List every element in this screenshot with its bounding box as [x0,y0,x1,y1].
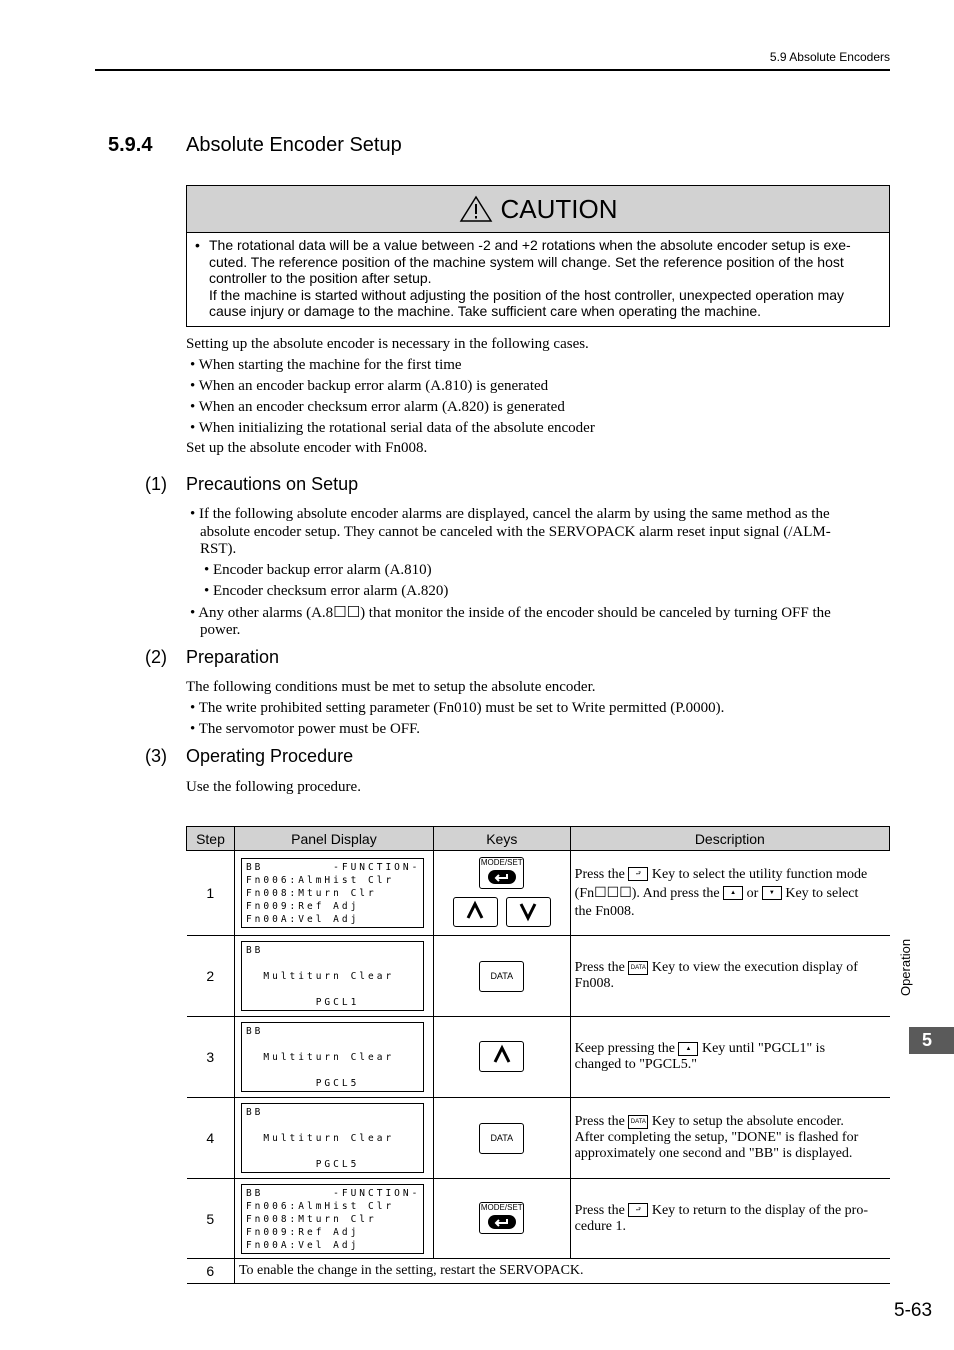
caution-text [187,233,889,320]
up-arrow-icon: ▲ [678,1042,698,1056]
list-item: • The write prohibited setting parameter (Fn010) must be set to Write permitted (P.0000). [190,700,725,716]
list-item-cont: RST). [200,541,237,557]
intro-closing: Set up the absolute encoder with Fn008. [186,440,428,456]
table-row [187,1098,890,1179]
step-number: 4 [187,1098,235,1179]
caution-title: CAUTION [500,193,618,224]
caution-line: cause injury or damage to the machine. Take sufficient care when operating the machine. [209,303,762,319]
subheading-preparation: (2) Preparation [145,647,280,667]
description: Press the ⮐ Key to select the utility function mode (Fn☐☐☐). And press the ▲ or ▼ Key to select the Fn008. [570,851,889,936]
step-number: 1 [187,851,235,936]
up-arrow-icon [465,898,485,924]
data-key-icon: DATA [628,961,648,975]
page-number: 5-63 [894,1300,933,1321]
caution-box [186,185,890,327]
bullet: • [195,237,200,253]
list-item: • When an encoder backup error alarm (A.810) is generated [190,378,549,394]
panel-display: BB -FUNCTION- Fn006:AlmHist Clr Fn008:Mturn Clr Fn009:Ref Adj Fn00A:Vel Adj [241,1184,424,1254]
warning-icon [459,195,493,223]
subheading-procedure: (3) Operating Procedure [145,746,354,766]
list-item: • Encoder backup error alarm (A.810) [204,562,432,578]
keys-cell [433,936,570,1017]
procedure-table [186,826,890,1284]
keys-cell [433,1098,570,1179]
list-item: • When an encoder checksum error alarm (A.820) is generated [190,399,565,415]
procedure-text: Use the following procedure. [186,779,361,795]
col-header: Step [187,827,235,851]
mode-set-key[interactable]: MODE/SET [479,1202,524,1234]
caution-line: If the machine is started without adjusting the position of the host controller, unexpected operation may [209,286,845,303]
list-item: • When starting the machine for the first time [190,357,462,373]
section-title: Absolute Encoder Setup [186,134,402,156]
table-row [187,1259,890,1284]
caution-header [187,186,889,233]
down-arrow-icon: ▼ [762,886,782,900]
caution-line: cuted. The reference position of the machine system will change. Set the reference position of the host [209,253,844,270]
panel-display: BB Multiturn Clear PGCL5 [241,1103,424,1173]
col-header: Description [570,827,889,851]
enter-arrow-icon [487,1213,517,1231]
col-header: Panel Display [234,827,433,851]
panel-display: BB Multiturn Clear PGCL5 [241,1022,424,1092]
step-number: 6 [187,1259,235,1284]
panel-display: BB Multiturn Clear PGCL1 [241,941,424,1011]
table-row [187,851,890,936]
up-key[interactable] [453,897,498,927]
preparation-text: The following conditions must be met to setup the absolute encoder. [186,679,596,695]
mode-set-key-icon: ⮐ [628,1203,648,1217]
list-item: • The servomotor power must be OFF. [190,721,421,737]
step-number: 3 [187,1017,235,1098]
data-key[interactable]: DATA [479,1123,524,1154]
table-row [187,936,890,1017]
data-key-icon: DATA [628,1115,648,1129]
list-item: • Encoder checksum error alarm (A.820) [204,583,449,599]
table-row [187,1017,890,1098]
keys-cell [433,1017,570,1098]
list-item: • If the following absolute encoder alarms are displayed, cancel the alarm by using the same method as the [190,506,830,522]
description: Press the ⮐ Key to return to the display of the pro- cedure 1. [570,1179,889,1259]
table-header-row [187,827,890,851]
description: Press the DATA Key to view the execution display of Fn008. [570,936,889,1017]
chapter-tab: 5 [909,1027,954,1054]
note-cell: To enable the change in the setting, restart the SERVOPACK. [234,1259,889,1284]
side-tab-label: Operation [898,938,914,997]
data-key[interactable]: DATA [479,961,524,992]
enter-arrow-icon [487,868,517,886]
description: Keep pressing the ▲ Key until "PGCL1" is changed to "PGCL5." [570,1017,889,1098]
down-key[interactable] [506,897,551,927]
keys-cell [433,851,570,936]
up-key[interactable] [479,1041,524,1072]
intro-text: Setting up the absolute encoder is necessary in the following cases. [186,336,589,352]
down-arrow-icon [518,898,538,924]
list-item-cont: power. [200,622,241,638]
description: Press the DATA Key to setup the absolute encoder. After completing the setup, "DONE" is flashed for approximately one second and "BB" is displayed. [570,1098,889,1179]
list-item: • When initializing the rotational serial data of the absolute encoder [190,420,595,436]
up-arrow-icon [492,1042,512,1068]
up-arrow-icon: ▲ [723,886,743,900]
subheading-precautions: (1) Precautions on Setup [145,474,359,494]
table-row [187,1179,890,1259]
step-number: 2 [187,936,235,1017]
panel-display: BB -FUNCTION- Fn006:AlmHist Clr Fn008:Mturn Clr Fn009:Ref Adj Fn00A:Vel Adj [241,858,424,928]
section-heading [108,134,402,157]
list-item: • Any other alarms (A.8☐☐) that monitor the inside of the encoder should be canceled by turning OFF the [190,603,831,621]
caution-line: The rotational data will be a value between -2 and +2 rotations when the absolute encoder setup is exe- [209,237,851,253]
header-rule [95,69,890,71]
section-number: 5.9.4 [108,134,153,156]
caution-line: controller to the position after setup. [209,270,432,286]
step-number: 5 [187,1179,235,1259]
col-header: Keys [433,827,570,851]
keys-cell [433,1179,570,1259]
mode-set-key[interactable]: MODE/SET [479,857,524,889]
list-item-cont: absolute encoder setup. They cannot be canceled with the SERVOPACK alarm reset input signal (/ALM- [200,524,831,540]
mode-set-key-icon: ⮐ [628,867,648,881]
running-header: 5.9 Absolute Encoders [769,50,890,64]
